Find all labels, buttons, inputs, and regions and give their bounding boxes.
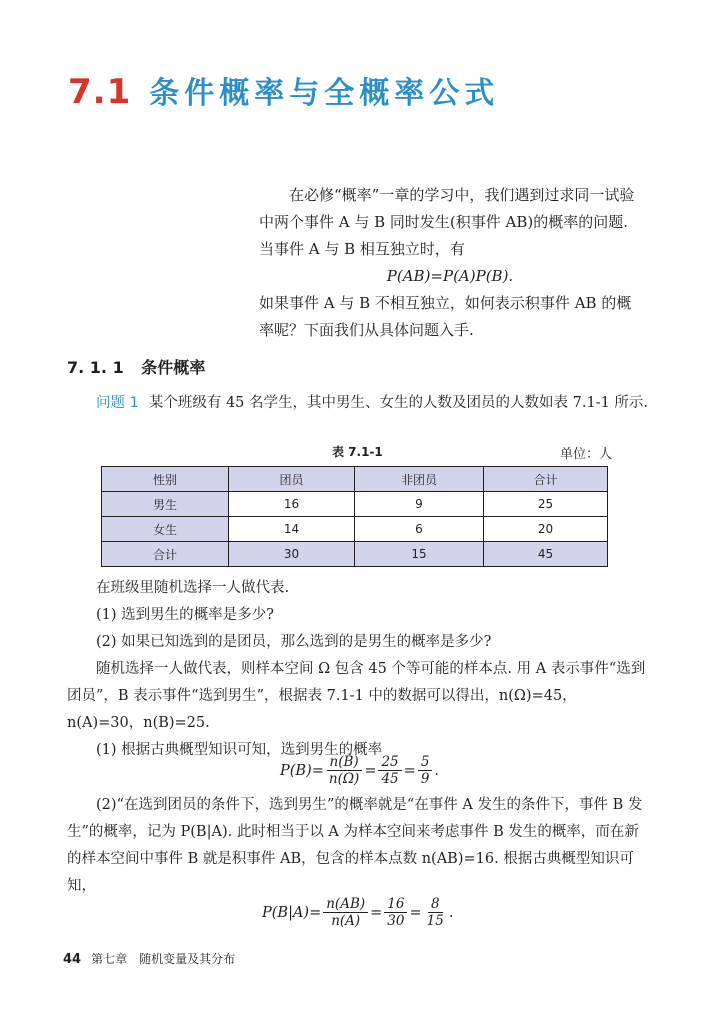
answer-1: (1) 根据古典概型知识可知，选到男生的概率 (96, 742, 383, 758)
answer-2: (2)“在选到团员的条件下，选到男生”的概率就是“在事件 A 发生的条件下，事件 B 发生”的概率，记为 P(B|A). 此时相当于以 A 为样本空间来考虑事件 B 发生的概率，而在新的样本空间中事件 B 就是积事件 AB，包含的样本点数 n(AB)=16. 根据古典概型知识可知， (67, 797, 643, 894)
table-cell: 15 (355, 542, 484, 567)
table-header-cell: 团员 (229, 467, 355, 492)
fraction (418, 754, 433, 787)
table-header-cell: 性别 (102, 467, 229, 492)
chapter-title: 第七章 随机变量及其分布 (91, 952, 236, 966)
table-header-cell: 非团员 (355, 467, 484, 492)
denominator: 45 (381, 771, 399, 787)
section-title (68, 68, 499, 112)
intro-box (259, 182, 641, 344)
denominator: n(Ω) (328, 771, 360, 787)
table-cell: 16 (229, 492, 355, 517)
table-cell: 30 (229, 542, 355, 567)
denominator: 30 (387, 913, 405, 929)
equation-1: P(B)= $\frac{n(B)}{n(\Omega)}$ = $\frac{25}{45}$ = $\frac{5}{9}$ . (280, 754, 440, 787)
table-cell: 9 (355, 492, 484, 517)
denominator: n(A) (331, 913, 361, 929)
table-row (102, 492, 608, 517)
solution-block-1 (67, 575, 649, 764)
equation-lhs: P(B|A)= (262, 904, 322, 921)
equation-2: P(B|A)= $\frac{n(AB)}{n(A)}$ = $\frac{16}{30}$ = $\frac{8}{15}$ . (262, 896, 454, 929)
numerator: 25 (378, 754, 401, 771)
data-table (101, 466, 608, 567)
problem-text: 某个班级有 45 名学生，其中男生、女生的人数及团员的人数如表 7.1-1 所示. (148, 395, 649, 411)
denominator: 15 (426, 913, 444, 929)
equation-end: . (448, 904, 454, 921)
page-footer (63, 950, 235, 967)
fraction (323, 896, 368, 929)
paragraph: 在班级里随机选择一人做代表. (96, 580, 290, 596)
table-header-cell: 合计 (484, 467, 608, 492)
table-unit: 单位：人 (560, 447, 613, 462)
solution-block-2 (67, 792, 649, 900)
subsection-number: 7. 1. 1 (67, 358, 124, 377)
table-row-header: 女生 (102, 517, 229, 542)
intro-paragraph-1: 在必修“概率”一章的学习中，我们遇到过求同一试验中两个事件 A 与 B 同时发生(积事件 AB)的概率的问题. 当事件 A 与 B 相互独立时，有 (259, 186, 635, 258)
table-caption: 表 7.1-1 (332, 445, 383, 459)
equation-lhs: P(B)= (280, 762, 324, 779)
intro-formula: P(AB)=P(A)P(B). (386, 267, 514, 285)
numerator: n(AB) (323, 896, 368, 913)
paragraph: 随机选择一人做代表，则样本空间 Ω 包含 45 个等可能的样本点. 用 A 表示事件“选到团员”，B 表示事件“选到男生”，根据表 7.1-1 中的数据可以得出，n(Ω)=45，n(A)=30，n(B)=25. (67, 661, 646, 731)
intro-paragraph-2: 如果事件 A 与 B 不相互独立，如何表示积事件 AB 的概率呢？下面我们从具体问题入手. (259, 294, 632, 339)
numerator: 5 (418, 754, 433, 771)
fraction (326, 754, 362, 787)
table-row-header: 男生 (102, 492, 229, 517)
subsection-heading (67, 355, 205, 378)
table-cell: 45 (484, 542, 608, 567)
problem-block (67, 390, 649, 417)
table-cell: 6 (355, 517, 484, 542)
section-title-text: 条件概率与全概率公式 (149, 76, 500, 111)
fraction (424, 896, 447, 929)
denominator: 9 (420, 771, 430, 787)
table-row (102, 542, 608, 567)
numerator: n(B) (327, 754, 362, 771)
table-cell: 25 (484, 492, 608, 517)
numerator: 16 (384, 896, 407, 913)
section-number: 7.1 (68, 72, 132, 112)
table-header-row (102, 467, 608, 492)
fraction (384, 896, 407, 929)
numerator: 8 (428, 896, 443, 913)
question-2: (2) 如果已知选到的是团员，那么选到的是男生的概率是多少? (96, 634, 492, 650)
table-row (102, 517, 608, 542)
fraction (378, 754, 401, 787)
question-1: (1) 选到男生的概率是多少? (96, 607, 274, 623)
problem-label: 问题 1 (96, 395, 139, 411)
page-number: 44 (63, 952, 82, 967)
subsection-title: 条件概率 (141, 358, 206, 377)
equation-end: . (434, 762, 440, 779)
table-row-header: 合计 (102, 542, 229, 567)
table-cell: 20 (484, 517, 608, 542)
table-cell: 14 (229, 517, 355, 542)
